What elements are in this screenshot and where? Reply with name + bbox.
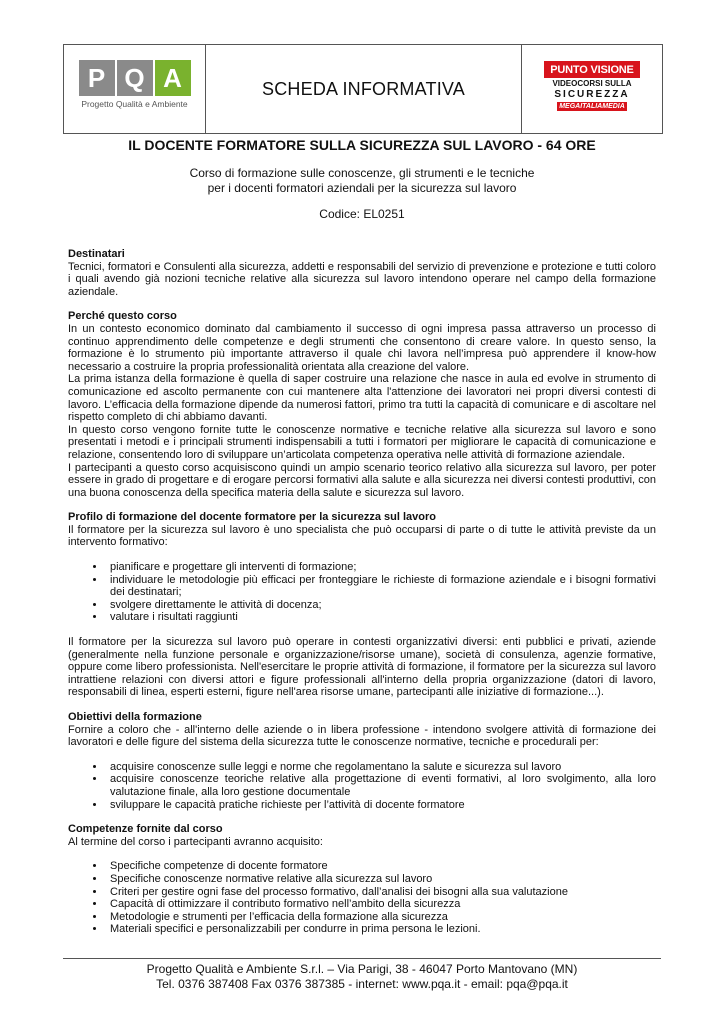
subtitle-line-2: per i docenti formatori aziendali per la sicurezza sul lavoro (207, 181, 517, 195)
punto-visione-logo (544, 61, 640, 117)
paragraph: Fornire a coloro che - all'interno delle aziende o in libera professione - intendono svolgere attività di formazione dei lavoratori e delle figure del sistema della sicurezza tutte le conoscenze normative, tecniche e procedurali per: (68, 723, 656, 749)
paragraph: Tecnici, formatori e Consulenti alla sicurezza, addetti e responsabili del servizio di prevenzione e protezione e tutti coloro i quali avendo già nozioni tecniche relative alla sicurezza sul lavoro intendono operare nel campo della formazione aziendale. (68, 260, 656, 298)
section-title: Competenze fornite dal corso (68, 823, 223, 836)
course-title: IL DOCENTE FORMATORE SULLA SICUREZZA SUL LAVORO - 64 ORE (128, 137, 596, 153)
paragraph: Il formatore per la sicurezza sul lavoro è uno specialista che può occuparsi di parte o di tutte le attività previste da un intervento formativo: (68, 523, 656, 549)
footer-address: Progetto Qualità e Ambiente S.r.l. – Via Parigi, 38 - 46047 Porto Mantovano (MN) (146, 962, 578, 976)
pqa-tagline: Progetto Qualità e Ambiente (81, 99, 188, 109)
footer (0, 962, 724, 992)
list-item: • Specifiche competenze di docente formatore (106, 860, 656, 873)
list-item: • Capacità di ottimizzare il contributo formativo nell’ambito della sicurezza (106, 898, 656, 911)
list-item: • pianificare e progettare gli interventi di formazione; (106, 561, 656, 574)
pqa-logo (76, 60, 194, 118)
list-item: • Metodologie e strumenti per l’efficacia della formazione alla sicurezza (106, 911, 656, 924)
list-item: • svolgere direttamente le attività di docenza; (106, 599, 656, 612)
bullet-list (68, 761, 656, 811)
bullet-list (68, 561, 656, 624)
list-item: • acquisire conoscenze teoriche relative alla progettazione di eventi formativi, al loro svolgimento, alla loro valutazione finale, alla loro gestione documentale (106, 773, 656, 798)
course-code: Codice: EL0251 (319, 207, 405, 221)
subtitle-line-1: Corso di formazione sulle conoscenze, gli strumenti e le tecniche (189, 166, 535, 180)
list-item: • Specifiche conoscenze normative relative alla sicurezza sul lavoro (106, 873, 656, 886)
left-logo-cell (64, 45, 206, 133)
list-item: • individuare le metodologie più efficaci per fronteggiare le richieste di formazione aziendale e i bisogni formativi dei destinatari; (106, 574, 656, 599)
pqa-letter-a: A (155, 60, 191, 96)
paragraph: Al termine del corso i partecipanti avranno acquisito: (68, 835, 323, 848)
section-title: Destinatari (68, 248, 125, 260)
header-table (63, 44, 663, 134)
pqa-letter-q: Q (117, 60, 153, 96)
paragraph: In un contesto economico dominato dal cambiamento il successo di ogni impresa passa attraverso un processo di continuo apprendimento delle competenze e degli strumenti che consentono di creare valore. In questo senso, la formazione è lo strumento più importante attraverso il quale chi lavora nell’impresa può apprendere il know-how necessario a costruire la propria professionalità orientata alla creazione del valore. (68, 322, 656, 373)
list-item: • sviluppare le capacità pratiche richieste per l’attività di docente formatore (106, 799, 656, 812)
course-subtitle (0, 166, 724, 196)
footer-divider (63, 958, 661, 959)
section-title: Obiettivi della formazione (68, 711, 202, 723)
section-obiettivi (68, 711, 656, 811)
document-body (68, 248, 656, 948)
section-competenze (68, 823, 656, 936)
section-title: Perché questo corso (68, 310, 177, 323)
paragraph: La prima istanza della formazione è quella di saper costruire una relazione che nasce in aula ed evolve in strumento di comunicazione ed ascolto permanente con cui mantenere alta l'attenzione dei lavoratori nei propri diversi contesti di lavoro. L’efficacia della formazione dipende da numerosi fattori, primo tra tutti la capacità di comunicare e di ascoltare nel rispetto completo di chi abbiamo davanti. (68, 373, 657, 424)
pv-logo-line2: SICUREZZA (554, 89, 630, 100)
pqa-letter-p: P (79, 60, 115, 96)
list-item: • Criteri per gestire ogni fase del processo formativo, dall’analisi dei bisogni alla sua valutazione (106, 886, 656, 899)
paragraph: In questo corso vengono fornite tutte le conoscenze normative e tecniche relative alla sicurezza sul lavoro e sono presentati i metodi e i principali strumenti indispensabili a tutti i formatori per migliorare le capacità di comunicazione e relazione, consentendo loro di sviluppare un’articolata competenza operativa nelle attività di formazione aziendale. (68, 423, 656, 461)
pv-logo-line1: VIDEOCORSI SULLA (552, 79, 632, 88)
paragraph: I partecipanti a questo corso acquisiscono quindi un ampio scenario teorico relativo alla sicurezza sul lavoro, per poter essere in grado di progettare e di erogare percorsi formativi alla salute e alla sicurezza nei diversi contesti produttivi, con una buona conoscenza della specifica materia della salute e sicurezza sul lavoro. (68, 461, 656, 499)
bullet-list (68, 860, 656, 936)
page-title: SCHEDA INFORMATIVA (262, 78, 465, 99)
paragraph: Il formatore per la sicurezza sul lavoro può operare in contesti organizzativi diversi: enti pubblici e privati, aziende (generalmente nella funzione personale e organizzazione/risorse umane), società di consulenza, agenzie formative, oppure come libero professionista. Nell'esercitare le proprie attività di formazione, il formatore per la sicurezza sul lavoro intrattiene relazioni con diversi attori e figure professionali all'interno della propria organizzazione (datori di lavoro, responsabili di linea, esperti esterni, figure nell'area risorse umane, partecipanti alle iniziative di formazione...). (68, 636, 656, 699)
header-title-cell (206, 45, 522, 133)
list-item: • valutare i risultati raggiunti (106, 611, 656, 624)
right-logo-cell (522, 45, 662, 133)
list-item: • acquisire conoscenze sulle leggi e norme che regolamentano la salute e sicurezza sul lavoro (106, 761, 656, 774)
section-destinatari (68, 248, 656, 298)
section-profilo (68, 511, 656, 699)
pv-logo-top: PUNTO VISIONE (544, 61, 640, 78)
section-title: Profilo di formazione del docente formatore per la sicurezza sul lavoro (68, 511, 436, 524)
section-perche (68, 310, 656, 499)
pv-logo-bottom: MEGAITALIAMEDIA (557, 102, 627, 111)
list-item: • Materiali specifici e personalizzabili per condurre in prima persona le lezioni. (106, 923, 656, 936)
footer-contacts: Tel. 0376 387408 Fax 0376 387385 - internet: www.pqa.it - email: pqa@pqa.it (156, 977, 568, 991)
